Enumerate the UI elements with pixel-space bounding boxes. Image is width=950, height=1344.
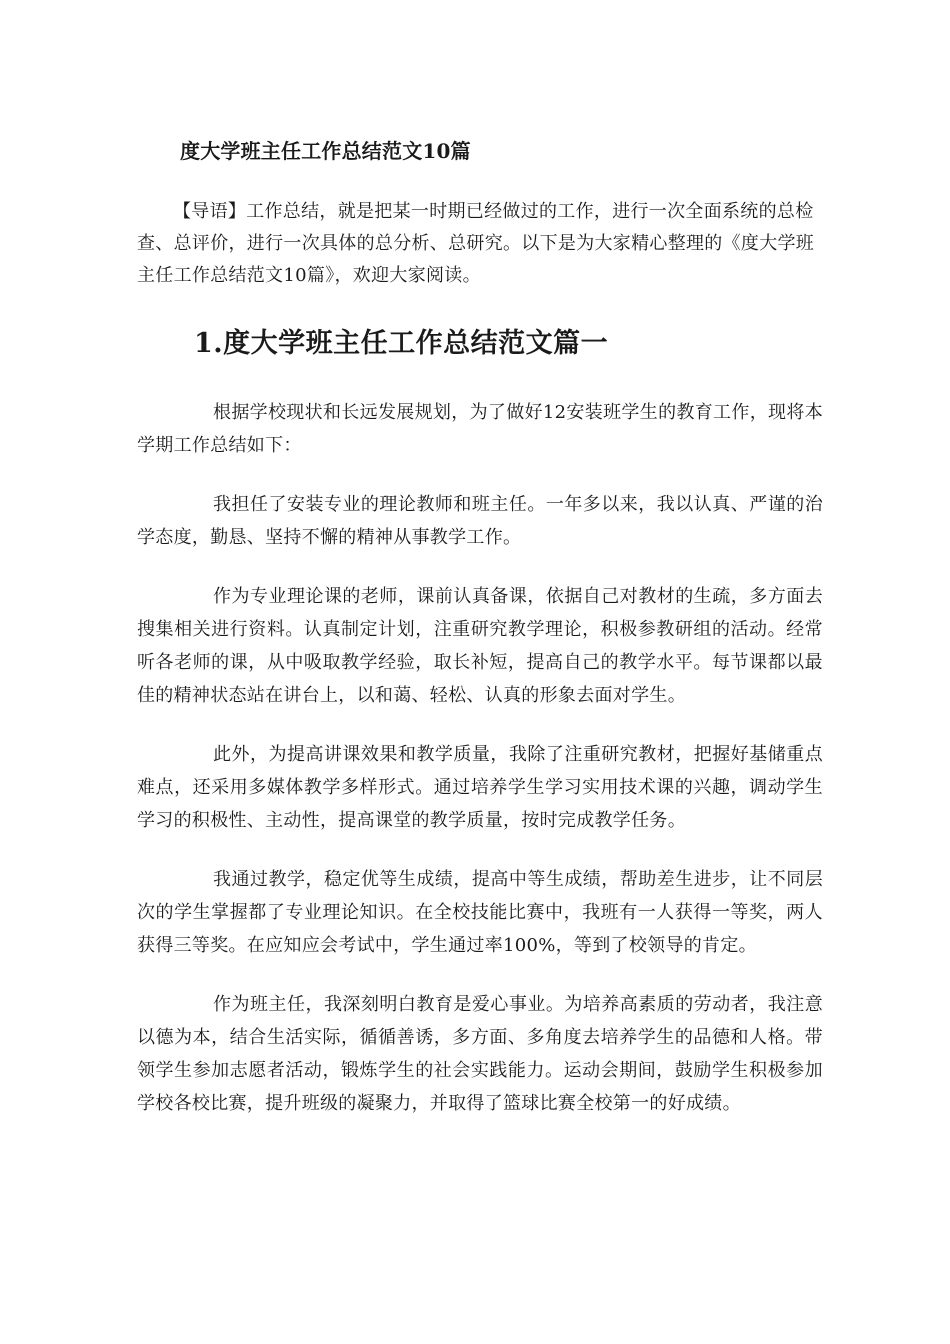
body-text: [137, 396, 823, 1146]
section-heading: 1.度大学班主任工作总结范文篇一: [194, 328, 609, 359]
paragraph-4: 此外，为提高讲课效果和教学质量，我除了注重研究教材，把握好基储重点难点，还采用多媒体教学多样形式。通过培养学生学习实用技术课的兴趣，调动学生学习的积极性、主动性，提高课堂的教学质量，按时完成教学任务。: [137, 744, 823, 831]
paragraph-5: 我通过教学，稳定优等生成绩，提高中等生成绩，帮助差生进步，让不同层次的学生掌握都了专业理论知识。在全校技能比赛中，我班有一人获得一等奖，两人获得三等奖。在应知应会考试中，学生通过率100%，等到了校领导的肯定。: [137, 869, 823, 956]
paragraph-6: 作为班主任，我深刻明白教育是爱心事业。为培养高素质的劳动者，我注意以德为本，结合生活实际，循循善诱，多方面、多角度去培养学生的品德和人格。带领学生参加志愿者活动，锻炼学生的社会实践能力。运动会期间，鼓励学生积极参加学校各校比赛，提升班级的凝聚力，并取得了篮球比赛全校第一的好成绩。: [137, 994, 823, 1114]
paragraph-2: 我担任了安装专业的理论教师和班主任。一年多以来，我以认真、严谨的治学态度，勤恳、坚持不懈的精神从事教学工作。: [137, 494, 823, 548]
document-title: 度大学班主任工作总结范文10篇: [180, 139, 471, 163]
paragraph-3: 作为专业理论课的老师，课前认真备课，依据自己对教材的生疏，多方面去搜集相关进行资料。认真制定计划，注重研究教学理论，积极参教研组的活动。经常听各老师的课，从中吸取教学经验，取长补短，提高自己的教学水平。每节课都以最佳的精神状态站在讲台上，以和蔼、轻松、认真的形象去面对学生。: [137, 586, 823, 706]
intro-paragraph: 【导语】工作总结，就是把某一时期已经做过的工作，进行一次全面系统的总检查、总评价，进行一次具体的总分析、总研究。以下是为大家精心整理的《度大学班主任工作总结范文10篇》，欢迎大家阅读。: [137, 201, 815, 286]
paragraph-1: 根据学校现状和长远发展规划，为了做好12安装班学生的教育工作，现将本学期工作总结如下：: [137, 402, 823, 456]
